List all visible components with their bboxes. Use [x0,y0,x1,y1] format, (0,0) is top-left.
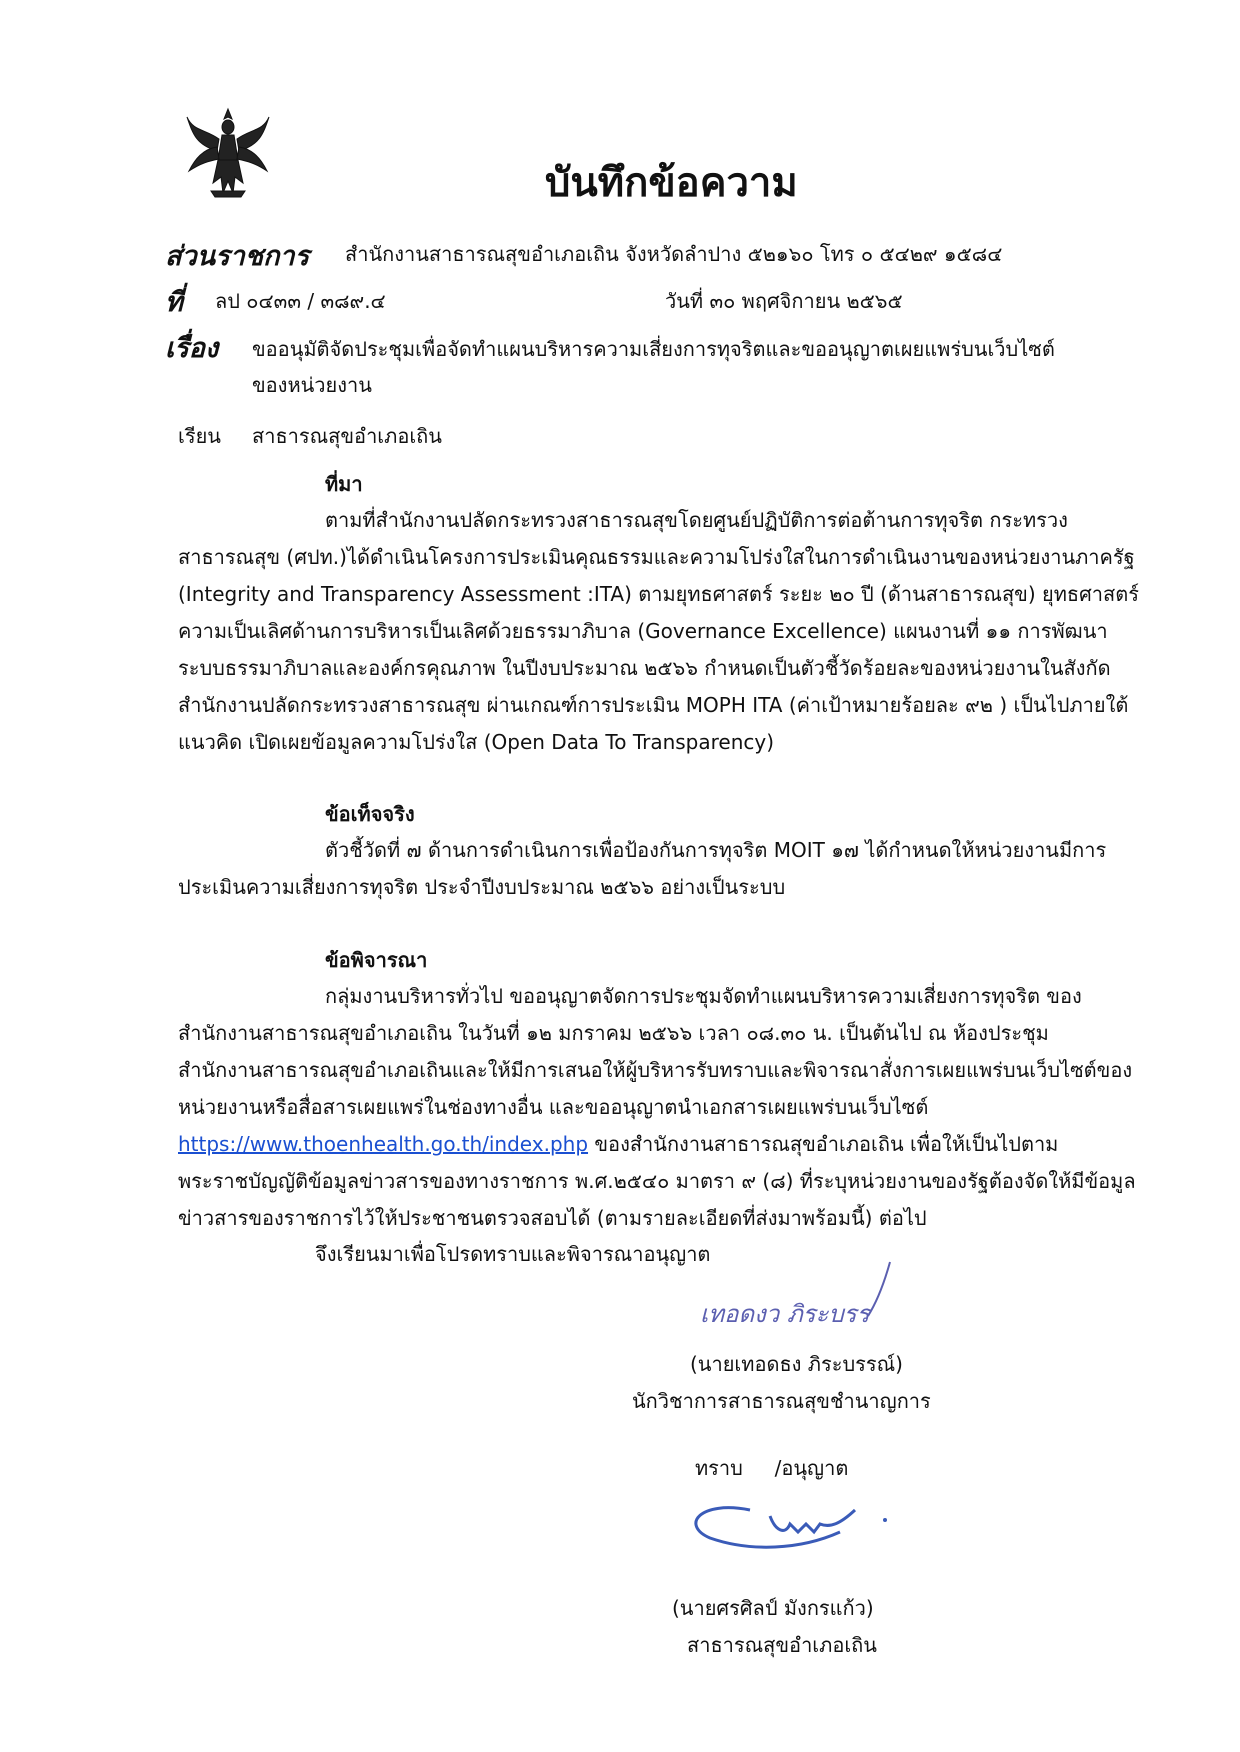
background-line: (Integrity and Transparency Assessment :ITA) ตามยุทธศาสตร์ ระยะ ๒๐ ปี (ด้านสาธารณสุข) ยุทธศาสตร์ [178,582,1139,606]
signer-2-name: (นายศรศิลป์ มังกรแก้ว) [672,1596,874,1620]
signature-1: เทอดงว ภิระบรร [700,1300,870,1328]
subject-line-1: ขออนุมัติจัดประชุมเพื่อจัดทำแผนบริหารความเสี่ยงการทุจริตและขออนุญาตเผยแพร่บนเว็บไซต์ [252,337,1055,361]
consider-line: สำนักงานสาธารณสุขอำเภอเถิน ในวันที่ ๑๒ มกราคม ๒๕๖๖ เวลา ๐๘.๓๐ น. เป็นต้นไป ณ ห้องประชุม [178,1021,1049,1045]
to-label: เรียน [178,424,221,448]
signature-2 [680,1480,900,1564]
facts-line: ตัวชี้วัดที่ ๗ ด้านการดำเนินการเพื่อป้องกันการทุจริต MOIT ๑๗ ได้กำหนดให้หน่วยงานมีการ [325,838,1107,862]
signer-1-name: (นายเทอดธง ภิระบรรณ์) [690,1352,903,1376]
agency-value: สำนักงานสาธารณสุขอำเภอเถิน จังหวัดลำปาง ๕๒๑๖๐ โทร ๐ ๕๔๒๙ ๑๕๘๔ [345,242,1003,266]
consider-link-line [178,1126,1128,1163]
signer-2-position: สาธารณสุขอำเภอเถิน [687,1633,877,1657]
closing-line: จึงเรียนมาเพื่อโปรดทราบและพิจารณาอนุญาต [315,1242,711,1266]
website-link[interactable]: https://www.thoenhealth.go.th/index.php [178,1132,589,1156]
consider-line: ข่าวสารของราชการไว้ให้ประชาชนตรวจสอบได้ (ตามรายละเอียดที่ส่งมาพร้อมนี้) ต่อไป [178,1206,927,1230]
consider-line: สำนักงานสาธารณสุขอำเภอเถินและให้มีการเสนอให้ผู้บริหารรับทราบและพิจารณาสั่งการเผยแพร่บนเว็บไซต์ของ [178,1058,1133,1082]
memo-date: วันที่ ๓๐ พฤศจิกายน ๒๕๖๕ [665,289,903,313]
background-line: สาธารณสุข (ศปท.)ได้ดำเนินโครงการประเมินคุณธรรมและความโปร่งใสในการดำเนินงานของหน่วยงานภาครัฐ [178,545,1135,569]
subject-line-2: ของหน่วยงาน [252,373,372,397]
facts-heading: ข้อเท็จจริง [325,802,415,826]
background-paragraph [178,502,1139,761]
facts-paragraph [178,832,1128,906]
garuda-emblem [183,105,273,200]
consider-line: พระราชบัญญัติข้อมูลข่าวสารของทางราชการ พ.ศ.๒๕๔๐ มาตรา ๙ (๘) ที่ระบุหน่วยงานของรัฐต้องจัดให้มีข้อมูล [178,1169,1136,1193]
signature-1-flourish [830,1260,900,1324]
background-line: สำนักงานปลัดกระทรวงสาธารณสุข ผ่านเกณฑ์การประเมิน MOPH ITA (ค่าเป้าหมายร้อยละ ๙๒ ) เป็นไปภายใต้ [178,693,1129,717]
subject-label: เรื่อง [165,333,219,364]
ref-value: ลป ๐๔๓๓ / ๓๘๙.๔ [215,289,386,313]
approval-text: ทราบ /อนุญาต [695,1456,849,1480]
background-line: แนวคิด เปิดเผยข้อมูลความโปร่งใส (Open Data To Transparency) [178,730,775,754]
background-line: ตามที่สำนักงานปลัดกระทรวงสาธารณสุขโดยศูนย์ปฏิบัติการต่อต้านการทุจริต กระทรวง [325,508,1068,532]
facts-line: ประเมินความเสี่ยงการทุจริต ประจำปีงบประมาณ ๒๕๖๖ อย่างเป็นระบบ [178,875,786,899]
memo-title: บันทึกข้อความ [545,160,798,206]
consider-line: กลุ่มงานบริหารทั่วไป ขออนุญาตจัดการประชุมจัดทำแผนบริหารความเสี่ยงการทุจริต ของ [325,984,1082,1008]
consider-line: หน่วยงานหรือสื่อสารเผยแพร่ในช่องทางอื่น และขออนุญาตนำเอกสารเผยแพร่บนเว็บไซต์ [178,1095,929,1119]
to-value: สาธารณสุขอำเภอเถิน [252,424,442,448]
agency-label: ส่วนราชการ [165,241,310,272]
consider-paragraph [178,978,1136,1237]
background-heading: ที่มา [325,472,363,496]
background-line: ระบบธรรมาภิบาลและองค์กรคุณภาพ ในปีงบประมาณ ๒๕๖๖ กำหนดเป็นตัวชี้วัดร้อยละของหน่วยงานในสังกัด [178,656,1111,680]
ref-label: ที่ [165,287,183,318]
signer-1-position: นักวิชาการสาธารณสุขชำนาญการ [632,1389,931,1413]
background-line: ความเป็นเลิศด้านการบริหารเป็นเลิศด้วยธรรมาภิบาล (Governance Excellence) แผนงานที่ ๑๑ การพัฒนา [178,619,1108,643]
link-trailing-text: ของสำนักงานสาธารณสุขอำเภอเถิน เพื่อให้เป็นไปตาม [588,1132,1059,1156]
consider-heading: ข้อพิจารณา [325,948,428,972]
